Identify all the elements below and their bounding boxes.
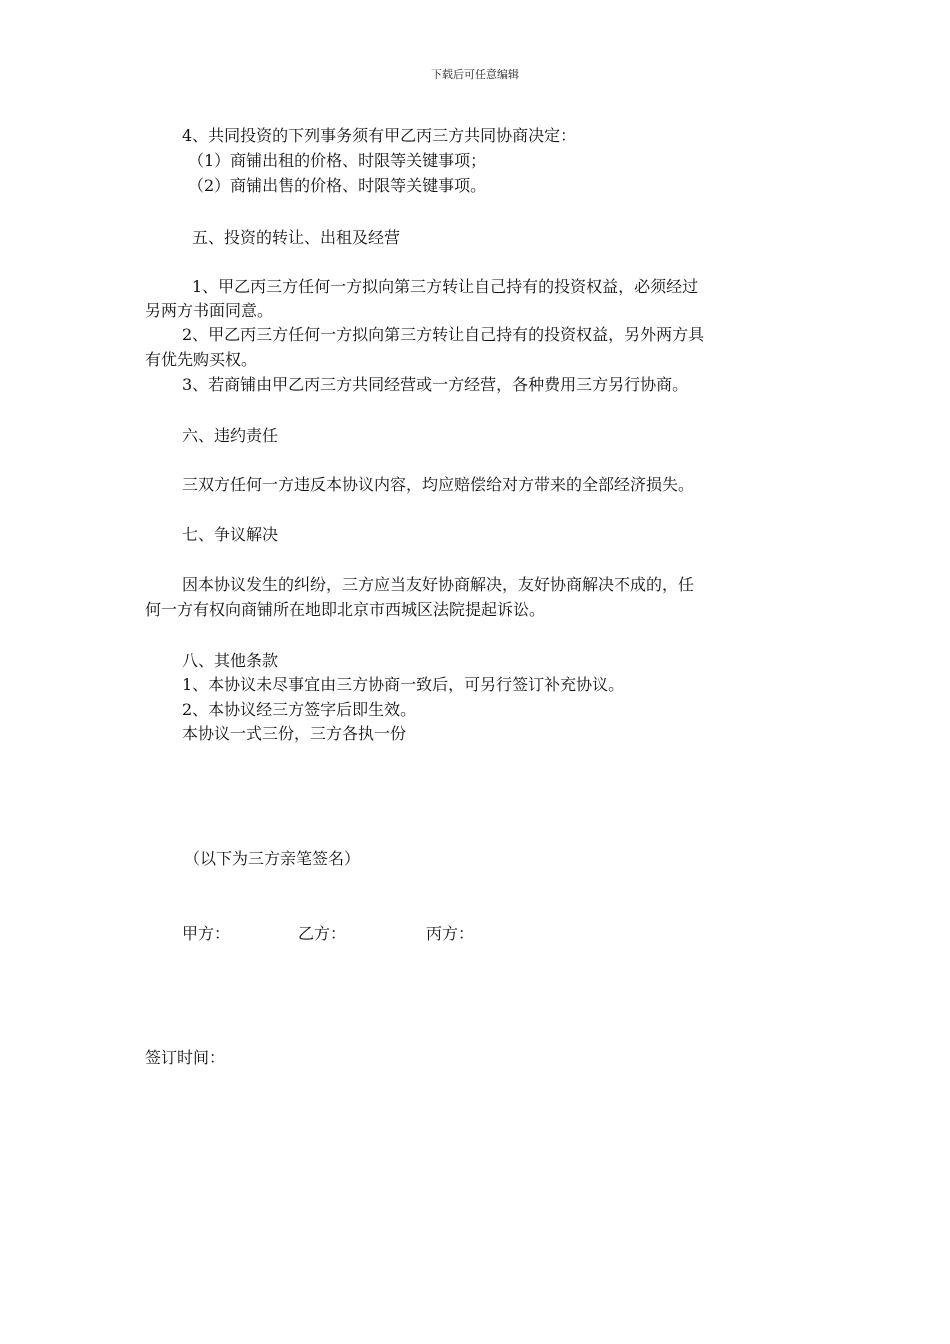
section6-title: 六、违约责任: [182, 426, 279, 445]
section7-title: 七、争议解决: [182, 525, 279, 544]
section4-sub2: （2）商铺出售的价格、时限等关键事项。: [188, 176, 487, 195]
section5-p1-line1: 1、甲乙丙三方任何一方拟向第三方转让自己持有的投资权益，必须经过: [192, 277, 699, 296]
party-a-label: 甲方：: [182, 924, 231, 943]
signature-note: （以下为三方亲笔签名）: [184, 849, 361, 868]
section4-item4: 4、共同投资的下列事务须有甲乙丙三方共同协商决定：: [182, 126, 577, 145]
party-c-label: 丙方：: [426, 924, 475, 943]
sign-date-label: 签订时间：: [145, 1048, 226, 1067]
section5-p2-line1: 2、甲乙丙三方任何一方拟向第三方转让自己持有的投资权益，另外两方具: [182, 325, 705, 344]
section4-sub1: （1）商铺出租的价格、时限等关键事项；: [188, 151, 487, 170]
section5-p1-line2: 另两方书面同意。: [145, 301, 274, 320]
section6-p1: 三双方任何一方违反本协议内容，均应赔偿给对方带来的全部经济损失。: [182, 475, 695, 494]
section8-item2: 2、本协议经三方签字后即生效。: [182, 700, 417, 719]
party-b-label: 乙方：: [298, 924, 347, 943]
section8-copies: 本协议一式三份，三方各执一份: [182, 724, 407, 743]
section8-title: 八、其他条款: [182, 651, 279, 670]
section7-p1-line1: 因本协议发生的纠纷，三方应当友好协商解决，友好协商解决不成的，任: [182, 575, 695, 594]
section5-p3: 3、若商铺由甲乙丙三方共同经营或一方经营，各种费用三方另行协商。: [182, 375, 689, 394]
section5-title: 五、投资的转让、出租及经营: [192, 228, 401, 247]
section8-item1: 1、本协议未尽事宜由三方协商一致后，可另行签订补充协议。: [182, 675, 625, 694]
page-header: 下载后可任意编辑: [431, 68, 519, 81]
section5-p2-line2: 有优先购买权。: [145, 350, 258, 369]
section7-p1-line2: 何一方有权向商铺所在地即北京市西城区法院提起诉讼。: [145, 600, 546, 619]
